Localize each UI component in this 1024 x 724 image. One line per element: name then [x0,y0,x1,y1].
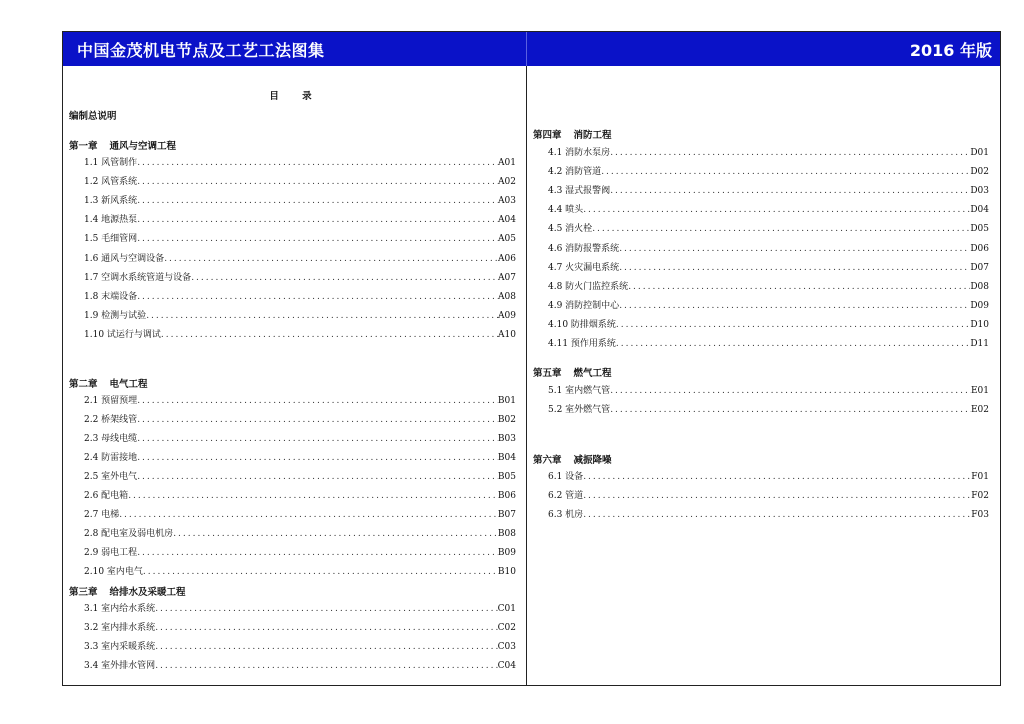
toc-entry[interactable] [548,316,989,330]
toc-entry-code: B08 [497,529,516,539]
chapter-title: 通风与空调工程 [109,141,177,152]
dot-leader [592,224,970,234]
toc-entry-label: 4.10 防排烟系统 [548,319,616,330]
dot-leader [143,567,498,577]
toc-entry-code: A07 [498,272,516,283]
chapter-title: 减振降噪 [573,455,612,466]
toc-entry-label: 1.10 试运行与调试 [84,329,161,340]
toc-entry[interactable] [84,211,516,225]
toc-entry-label: 1.5 毛细管网 [84,234,138,245]
toc-entry[interactable] [84,288,516,302]
dot-leader [137,196,498,206]
toc-entry-label: 1.8 末端设备 [84,291,138,302]
toc-entry-code: D09 [970,300,989,311]
toc-entry[interactable] [84,269,516,283]
toc-entry-label: 2.7 电梯 [84,510,120,520]
toc-entry-code: B02 [497,415,516,425]
dot-leader [616,320,970,330]
toc-entry-label: 5.2 室外燃气管 [548,405,611,415]
toc-entry-label: 6.3 机房 [548,510,584,520]
toc-entry-label: 2.1 预留预埋 [84,396,138,406]
toc-entry-label: 4.6 消防报警系统 [548,243,620,254]
toc-entry[interactable] [548,259,989,273]
toc-entry-label: 1.9 检测与试验 [84,310,147,321]
toc-entry[interactable] [548,487,989,501]
toc-entry-code: A10 [498,329,516,340]
toc-entry-label: 3.2 室内排水系统 [84,623,156,633]
toc-entry-code: B06 [497,491,516,501]
dot-leader [616,339,970,349]
toc-entry-code: D03 [970,186,989,197]
toc-entry-code: A04 [498,215,516,226]
toc-entry[interactable] [548,506,989,520]
toc-entry-code: B10 [497,567,516,577]
toc-entry-code: C03 [497,642,516,652]
toc-entry-label: 4.9 消防控制中心 [548,300,620,311]
toc-entry-label: 3.1 室内给水系统 [84,604,156,614]
toc-entry-label: 3.3 室内采暖系统 [84,642,156,652]
toc-entry-code: F02 [971,491,989,501]
toc-entry-label: 2.2 桥架线管 [84,415,138,425]
toc-entry[interactable] [548,278,989,292]
toc-entry-label: 1.1 风管制作 [84,158,138,168]
page-frame [62,31,1001,686]
toc-entry-label: 2.4 防雷接地 [84,453,138,463]
dot-leader [137,292,498,302]
dot-leader [137,234,498,244]
toc-entry[interactable] [84,430,516,444]
chapter-number: 第三章 [69,587,98,598]
toc-entry[interactable] [84,544,516,558]
dot-leader [137,453,498,463]
dot-leader [583,491,971,501]
toc-entry-code: A09 [498,310,516,321]
dot-leader [161,330,498,340]
toc-entry[interactable] [84,506,516,520]
toc-entry-label: 2.3 母线电缆 [84,434,138,444]
dot-leader [146,311,498,321]
toc-entry-code: D11 [970,339,989,349]
toc-entry-code: A03 [498,196,516,207]
toc-entry-label: 6.2 管道 [548,491,584,501]
dot-leader [610,148,970,158]
toc-entry[interactable] [548,201,989,215]
dot-leader [137,434,498,444]
toc-entry-code: D08 [970,281,989,292]
dot-leader [610,386,971,396]
toc-entry[interactable] [84,173,516,187]
dot-leader [583,205,970,215]
toc-entry[interactable] [84,326,516,340]
dot-leader [601,167,970,177]
dot-leader [137,177,498,187]
toc-entry[interactable] [84,468,516,482]
dot-leader [619,263,970,273]
document-title: 中国金茂机电节点及工艺工法图集 [77,41,325,60]
chapter-title: 电气工程 [109,379,148,390]
dot-leader [164,254,498,264]
toc-title: 目 录 [269,91,322,102]
toc-entry-code: A08 [498,291,516,302]
toc-entry[interactable] [548,163,989,177]
intro-heading: 编制总说明 [69,111,117,122]
toc-entry-code: C01 [497,604,516,614]
dot-leader [137,472,498,482]
toc-entry-code: A01 [498,158,516,168]
toc-entry-label: 4.2 消防管道 [548,167,602,178]
chapter-title: 给排水及采暖工程 [109,587,186,598]
toc-entry[interactable] [84,657,516,671]
chapter-heading [533,365,612,379]
toc-entry-label: 1.7 空调水系统管道与设备 [84,272,192,283]
dot-leader [137,548,498,558]
toc-entry-code: B07 [497,510,516,520]
chapter-heading [69,584,186,598]
toc-entry-code: B09 [497,548,516,558]
toc-entry-code: D02 [970,167,989,178]
toc-entry-code: F01 [971,472,989,482]
dot-leader [619,244,970,254]
toc-entry[interactable] [548,382,989,396]
toc-entry-code: A06 [498,253,516,264]
toc-entry-label: 2.8 配电室及弱电机房 [84,529,174,539]
toc-entry-code: A05 [498,234,516,245]
dot-leader [137,215,498,225]
chapter-number: 第二章 [69,379,98,390]
toc-entry[interactable] [84,411,516,425]
toc-entry-label: 1.3 新风系统 [84,196,138,207]
chapter-heading [69,376,148,390]
dot-leader [155,604,497,614]
toc-entry-label: 4.7 火灾漏电系统 [548,262,620,273]
toc-entry-code: D01 [970,148,989,158]
toc-entry[interactable] [84,392,516,406]
dot-leader [628,282,970,292]
toc-entry[interactable] [84,449,516,463]
chapter-number: 第五章 [533,368,562,379]
dot-leader [610,405,971,415]
toc-entry-label: 1.6 通风与空调设备 [84,253,165,264]
toc-entry-label: 4.4 喷头 [548,205,584,216]
toc-entry-code: D10 [970,319,989,330]
toc-entry-label: 2.9 弱电工程 [84,548,138,558]
edition-label: 2016 年版 [909,41,992,60]
toc-entry[interactable] [84,619,516,633]
toc-entry-label: 4.1 消防水泵房 [548,148,611,158]
toc-entry[interactable] [548,144,989,158]
toc-entry-code: E02 [970,405,989,415]
toc-entry[interactable] [548,240,989,254]
toc-entry[interactable] [84,525,516,539]
dot-leader [173,529,498,539]
toc-entry[interactable] [84,638,516,652]
dot-leader [155,623,497,633]
toc-entry-label: 3.4 室外排水管网 [84,661,156,671]
column-divider [526,66,527,685]
toc-entry-code: C04 [497,661,516,671]
toc-entry[interactable] [84,250,516,264]
dot-leader [137,158,498,168]
toc-entry[interactable] [84,230,516,244]
toc-entry[interactable] [548,468,989,482]
toc-entry-label: 1.2 风管系统 [84,177,138,188]
toc-entry-label: 6.1 设备 [548,472,584,482]
toc-entry-label: 4.11 预作用系统 [548,339,616,349]
toc-entry-code: A02 [498,177,516,188]
chapter-heading [533,127,612,141]
dot-leader [191,273,498,283]
chapter-heading [533,452,612,466]
toc-entry-code: D06 [970,243,989,254]
toc-entry-label: 4.3 湿式报警阀 [548,186,611,197]
toc-entry-code: D07 [970,262,989,273]
toc-entry-label: 2.10 室内电气 [84,567,143,577]
toc-entry-code: D04 [970,205,989,216]
toc-entry-code: F03 [971,510,989,520]
toc-entry-label: 2.6 配电箱 [84,491,129,501]
toc-entry-code: B04 [497,453,516,463]
toc-entry-label: 4.5 消火栓 [548,224,593,235]
dot-leader [137,396,498,406]
toc-entry[interactable] [548,335,989,349]
toc-entry-code: C02 [497,623,516,633]
toc-entry[interactable] [548,297,989,311]
toc-entry[interactable] [84,192,516,206]
toc-entry-code: B03 [497,434,516,444]
chapter-number: 第一章 [69,141,98,152]
toc-entry[interactable] [84,487,516,501]
toc-entry-label: 5.1 室内燃气管 [548,386,611,396]
toc-entry[interactable] [84,307,516,321]
toc-entry-code: B01 [497,396,516,406]
dot-leader [137,415,498,425]
toc-entry[interactable] [548,220,989,234]
chapter-number: 第四章 [533,130,562,141]
dot-leader [155,642,497,652]
header-divider [526,32,527,66]
toc-entry[interactable] [84,154,516,168]
chapter-title: 消防工程 [573,130,612,141]
toc-entry-label: 1.4 地源热泵 [84,215,138,226]
toc-entry[interactable] [84,600,516,614]
toc-entry-label: 2.5 室外电气 [84,472,138,482]
dot-leader [128,491,498,501]
header-bar [63,32,1000,66]
toc-entry-code: B05 [497,472,516,482]
dot-leader [610,186,970,196]
dot-leader [583,472,971,482]
toc-entry[interactable] [548,401,989,415]
chapter-heading [69,138,176,152]
dot-leader [155,661,497,671]
toc-entry-code: D05 [970,224,989,235]
toc-entry[interactable] [548,182,989,196]
chapter-number: 第六章 [533,455,562,466]
chapter-title: 燃气工程 [573,368,612,379]
dot-leader [583,510,971,520]
toc-entry-label: 4.8 防火门监控系统 [548,281,629,292]
toc-entry-code: E01 [970,386,989,396]
dot-leader [619,301,970,311]
toc-entry[interactable] [84,563,516,577]
dot-leader [119,510,498,520]
